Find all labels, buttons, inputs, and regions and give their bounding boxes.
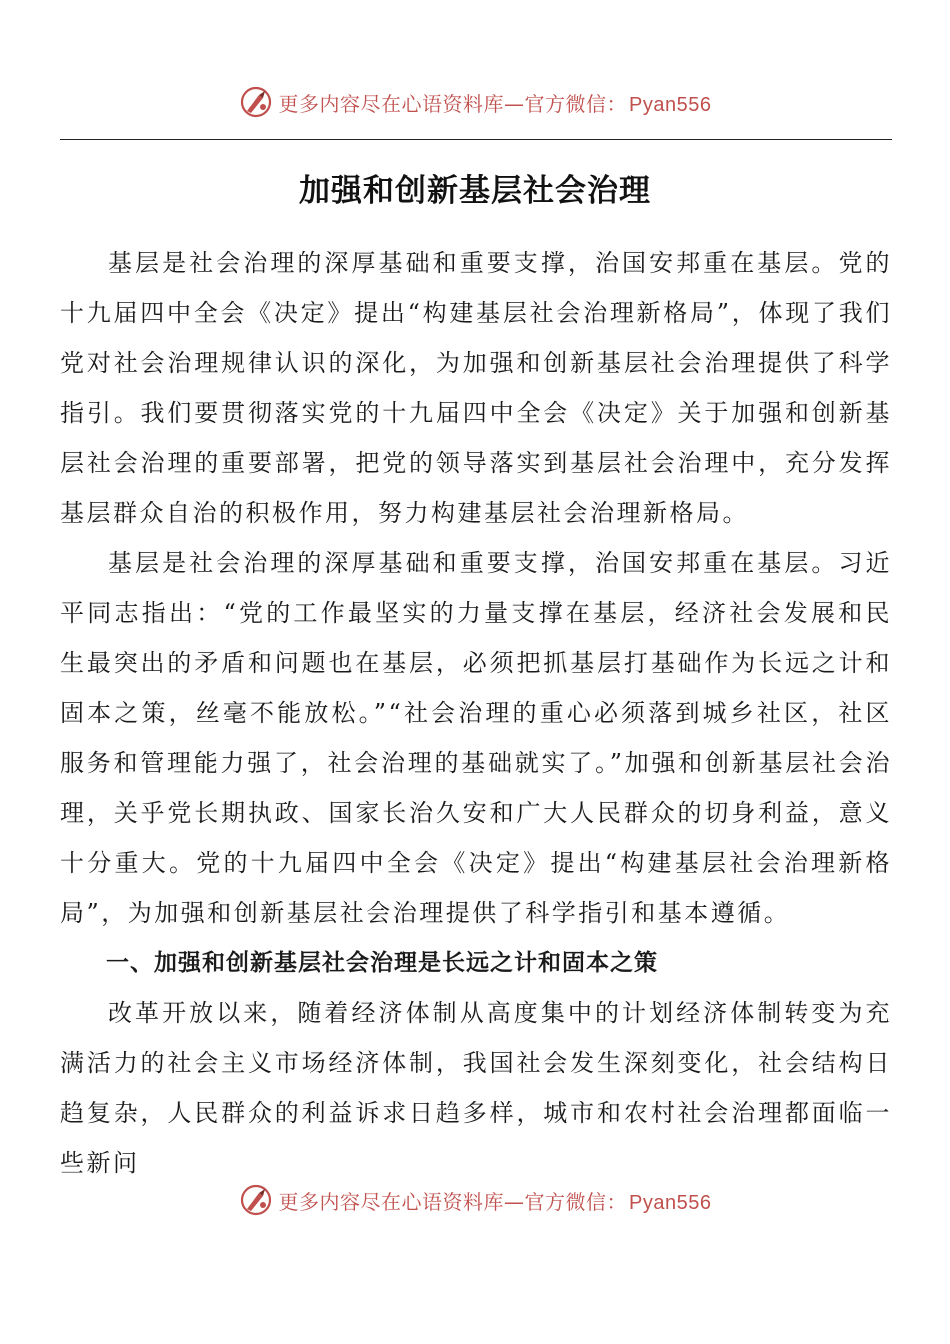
footer-banner — [0, 1180, 950, 1220]
header-banner — [0, 82, 950, 122]
paragraph-1: 基层是社会治理的深厚基础和重要支撑，治国安邦重在基层。党的十九届四中全会《决定》提出“构建基层社会治理新格局”，体现了我们党对社会治理规律认识的深化，为加强和创新基层社会治理提供了科学指引。我们要贯彻落实党的十九届四中全会《决定》关于加强和创新基层社会治理的重要部署，把党的领导落实到基层社会治理中，充分发挥基层群众自治的积极作用，努力构建基层社会治理新格局。 — [60, 249, 892, 527]
header-banner-text: 更多内容尽在心语资料库—官方微信： Pyan556 — [278, 91, 712, 116]
brand-logo-icon — [239, 85, 273, 119]
brand-logo-icon — [239, 1183, 273, 1217]
footer-banner-text: 更多内容尽在心语资料库—官方微信： Pyan556 — [278, 1189, 712, 1214]
header-divider — [60, 139, 892, 140]
section-paragraph: 改革开放以来，随着经济体制从高度集中的计划经济体制转变为充满活力的社会主义市场经济体制，我国社会发生深刻变化，社会结构日趋复杂，人民群众的利益诉求日趋多样，城市和农村社会治理都面临一些新问 — [60, 999, 892, 1177]
paragraph-2: 基层是社会治理的深厚基础和重要支撑，治国安邦重在基层。习近平同志指出：“党的工作最坚实的力量支撑在基层，经济社会发展和民生最突出的矛盾和问题也在基层，必须把抓基层打基础作为长远之计和固本之策，丝毫不能放松。”“社会治理的重心必须落到城乡社区，社区服务和管理能力强了，社会治理的基础就实了。”加强和创新基层社会治理，关乎党长期执政、国家长治久安和广大人民群众的切身利益，意义十分重大。党的十九届四中全会《决定》提出“构建基层社会治理新格局”，为加强和创新基层社会治理提供了科学指引和基本遵循。 — [60, 549, 892, 927]
section-heading: 一、加强和创新基层社会治理是长远之计和固本之策 — [106, 950, 658, 976]
page-title: 加强和创新基层社会治理 — [299, 173, 651, 209]
document-body — [60, 238, 892, 1188]
